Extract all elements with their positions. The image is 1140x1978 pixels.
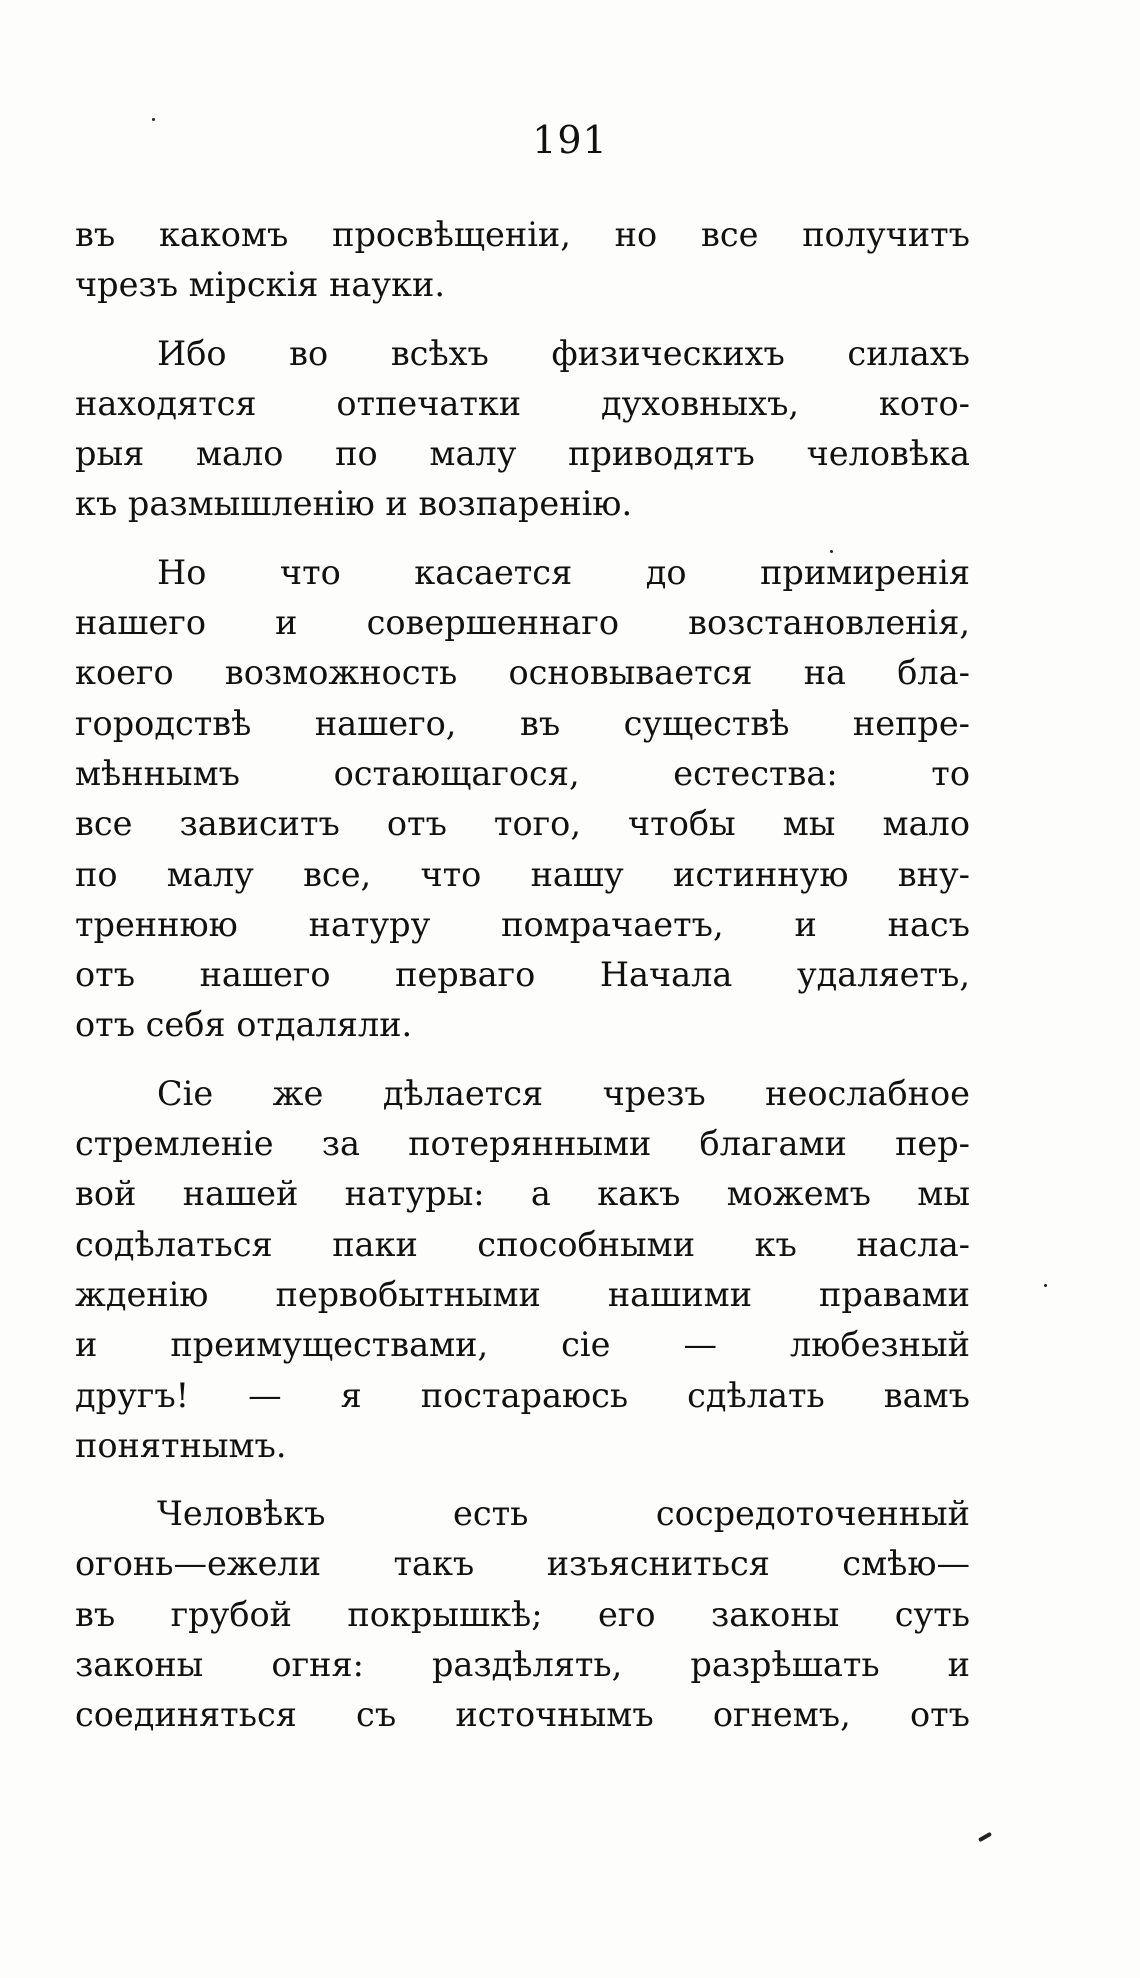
text-line: соединяться съ источнымъ огнемъ, отъ xyxy=(75,1695,970,1735)
text-line: другъ! — я постараюсь сдѣлать вамъ xyxy=(75,1375,970,1415)
print-speck xyxy=(978,1832,992,1842)
text-line: городствѣ нашего, въ существѣ непре- xyxy=(75,703,970,743)
text-line: понятнымъ. xyxy=(75,1425,287,1465)
paragraph-2 xyxy=(75,329,970,530)
text-line: Сіе же дѣлается чрезъ неослабное xyxy=(157,1073,970,1113)
text-line: отъ нашего перваго Начала удаляетъ, xyxy=(75,955,970,995)
text-line: вой нашей натуры: а какъ можемъ мы xyxy=(75,1174,970,1214)
text-line: все зависитъ отъ того, чтобы мы мало xyxy=(75,804,970,844)
text-line: рыя мало по малу приводятъ человѣка xyxy=(75,434,970,474)
text-line: и преимуществами, сіе — любезный xyxy=(75,1325,970,1365)
text-line: жденію первобытными нашими правами xyxy=(75,1274,970,1314)
page-number: 191 xyxy=(532,118,608,162)
paragraph-1 xyxy=(75,210,970,311)
text-line: треннюю натуру помрачаетъ, и насъ xyxy=(75,904,970,944)
text-line: мѣннымъ остающагося, естества: то xyxy=(75,753,970,793)
text-line: коего возможность основывается на бла- xyxy=(75,653,970,693)
text-line: въ грубой покрышкѣ; его законы суть xyxy=(75,1594,970,1634)
text-line: Человѣкъ есть сосредоточенный xyxy=(157,1494,970,1534)
print-speck xyxy=(152,118,155,121)
text-line: Но что касается до примиренія xyxy=(157,552,970,592)
text-line: Ибо во всѣхъ физическихъ силахъ xyxy=(157,333,970,373)
text-line: въ какомъ просвѣщеніи, но все получитъ xyxy=(75,215,970,254)
text-line: отъ себя отдаляли. xyxy=(75,1005,413,1045)
text-line: огонь—ежели такъ изъясниться смѣю— xyxy=(75,1544,970,1584)
text-line: стремленіе за потерянными благами пер- xyxy=(75,1124,970,1164)
print-speck xyxy=(830,550,833,553)
text-line: чрезъ мірскія науки. xyxy=(75,265,445,305)
print-speck xyxy=(1044,1284,1047,1287)
text-line: нашего и совершеннаго возстановленія, xyxy=(75,603,970,643)
body-text xyxy=(75,210,970,1759)
text-line: содѣлаться паки способными къ насла- xyxy=(75,1224,970,1264)
paragraph-5 xyxy=(75,1489,970,1740)
paragraph-4 xyxy=(75,1069,970,1471)
paragraph-3 xyxy=(75,548,970,1051)
text-line: находятся отпечатки духовныхъ, кото- xyxy=(75,383,970,423)
text-line: законы огня: раздѣлять, разрѣшать и xyxy=(75,1645,970,1685)
text-line: къ размышленію и возпаренію. xyxy=(75,484,633,524)
text-line: по малу все, что нашу истинную вну- xyxy=(75,854,970,894)
